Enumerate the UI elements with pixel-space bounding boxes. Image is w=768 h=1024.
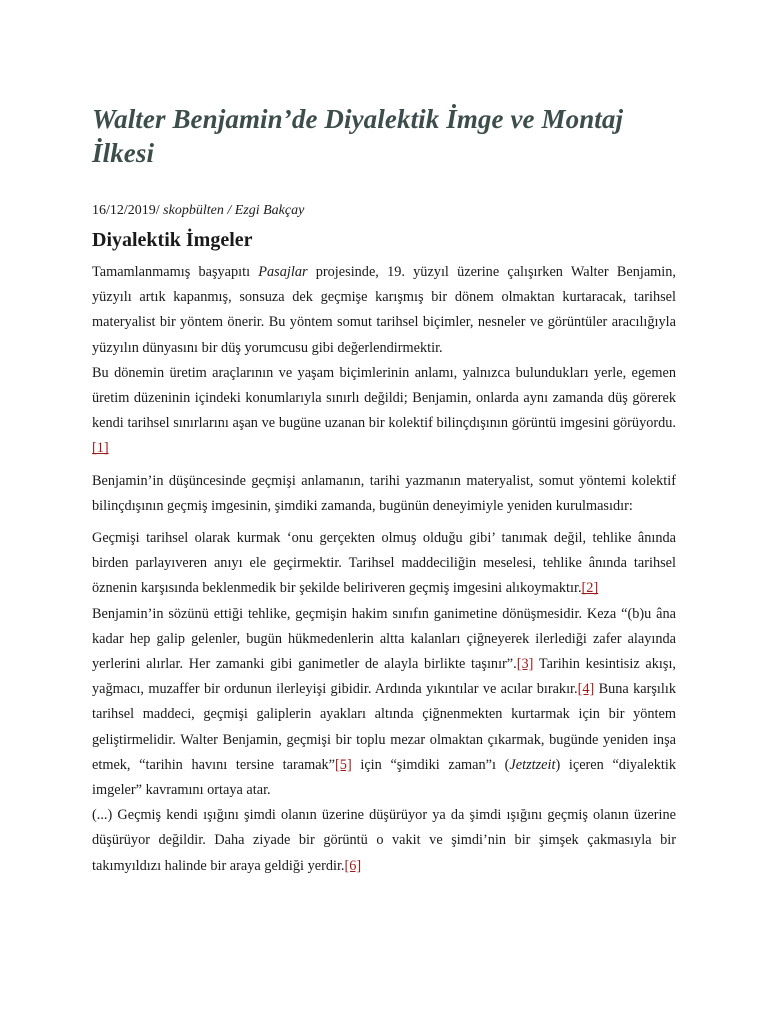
paragraph-2: Bu dönemin üretim araçlarının ve yaşam biçimlerinin anlamı, yalnızca bulundukları yerle, egemen üretim düzeninin içindeki konumlarıyla sınırlı değildi; Benjamin, onlarda aynı zamanda düş görerek kendi tarihsel sınırlarını aşan ve bugüne uzanan bir kolektif bilinçdışının görüntü imgesini görüyordu.[1] [92,364,676,457]
section-heading: Diyalektik İmgeler [92,229,253,251]
term-jetztzeit: Jetztzeit [509,756,556,773]
footnote-link-3[interactable]: [3] [516,656,534,673]
book-title-pasajlar: Pasajlar [258,264,308,280]
article-title: Walter Benjamin’de Diyalektik İmge ve Montaj İlkesi [92,104,624,168]
footnote-link-1[interactable]: [1] [92,440,109,457]
footnote-link-5[interactable]: [5] [335,756,352,773]
byline [92,202,676,220]
footnote-link-6[interactable]: [6] [344,857,362,874]
paragraph-5: Benjamin’in sözünü ettiği tehlike, geçmişin hakim sınıfın ganimetine dönüşmesidir. Keza “(b)u âna kadar hep galip gelenler, bugün hükmedenlerin altta kalanları çiğneyerek ilerlediği zafer alayında yerlerini alırlar. Her zamanki gibi ganimetler de alayla birlikte taşınır”.[3] Tarihin kesintisiz akışı, yağmacı, muzaffer bir ordunun ilerleyişi gibidir. Ardında yıkıntılar ve acılar bırakır.[4] Buna karşılık tarihsel maddeci, geçmişi galiplerin ayakları altında çiğnenmekten kurtarmak için bir yöntem geliştirmelidir. Walter Benjamin, geçmişi bir toplu mezar olmaktan çıkarmak, bugünde yeniden inşa etmek, “tarihin havını tersine taramak”[5] için “şimdiki zaman”ı (Jetztzeit) içeren “diyalektik imgeler” kavramını ortaya atar. [92,605,676,799]
publish-date: 16/12/2019/ [92,203,160,218]
paragraph-1: Tamamlanmamış başyapıtı Pasajlar projesinde, 19. yüzyıl üzerine çalışırken Walter Benjamin, yüzyılı artık kapanmış, sonsuza dek geçmişe karışmış bir dönem olmaktan kurtaracak, tarihsel materyalist bir yöntem önerir. Bu yöntem somut tarihsel biçimler, nesneler ve görüntüler aracılığıyla yüzyılın dünyasını bir düş yorumcusu gibi değerlendirmektir. [92,264,676,356]
source-author: skopbülten / Ezgi Bakçay [159,203,305,218]
footnote-link-2[interactable]: [2] [581,580,599,597]
footnote-link-4[interactable]: [4] [577,681,595,698]
paragraph-6: (...) Geçmiş kendi ışığını şimdi olanın üzerine düşürüyor ya da şimdi ışığını geçmiş olanın üzerine düşürüyor değildir. Daha ziyade bir görüntü o vakit ve şimdi’nin bir şimşek çakmasıyla bir takımyıldızı halinde bir araya geldiği yerdir.[6] [92,807,676,874]
quote-paragraph: Geçmişi tarihsel olarak kurmak ‘onu gerçekten olmuş olduğu gibi’ tanımak değil, tehlike ânında birden parlayıveren anıyı ele geçirmektir. Tarihsel maddeciliğin meselesi, tehlike ânında tarihsel öznenin karşısında beklenmedik bir şekilde beliriveren geçmiş imgesini alıkoymaktır.[2] [92,530,676,597]
paragraph-3: Benjamin’in düşüncesinde geçmişi anlamanın, tarihi yazmanın materyalist, somut yöntemi kolektif bilinçdışının geçmiş imgesinin, şimdiki zamanda, bugünün deneyimiyle yeniden kurulmasıdır: [92,472,676,514]
